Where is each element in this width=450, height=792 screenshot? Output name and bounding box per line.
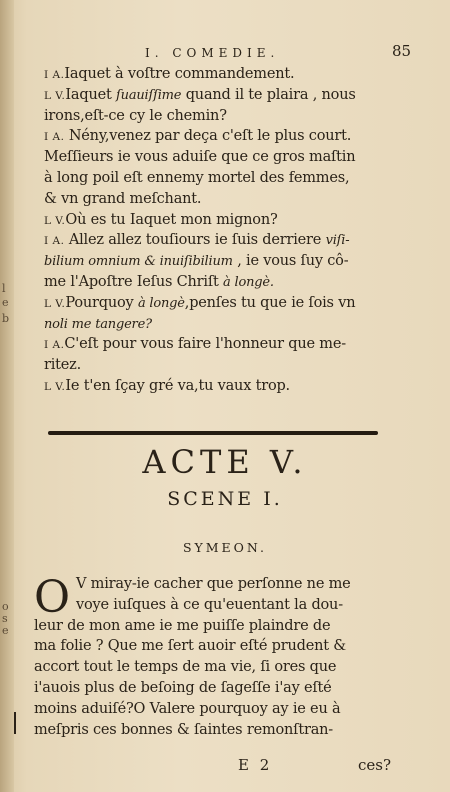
speech-line <box>34 720 414 741</box>
line-text: i'auois plus de beſoing de ſageſſe i'ay eſté <box>34 679 332 696</box>
line-text: me l'Apoſtre Ieſus Chriſt <box>44 273 224 290</box>
catchword: ces? <box>358 756 392 774</box>
gutter-letter: e <box>2 296 9 309</box>
speech-line <box>34 636 414 657</box>
speaker-label: I A. <box>44 339 65 352</box>
line-text: Pourquoy <box>65 294 138 311</box>
dialogue-block <box>44 64 424 397</box>
line-text: ſuauiſſime <box>116 87 182 103</box>
line-text: à longè <box>137 295 185 311</box>
page-header <box>0 42 450 66</box>
speech-line <box>34 616 414 637</box>
line-text: Où es tu Iaquet mon mignon? <box>65 211 278 228</box>
speaker-label: L V. <box>44 380 66 393</box>
text-line <box>44 168 424 189</box>
line-text: irons,eſt-ce cy le chemin? <box>44 107 227 124</box>
speech-line <box>34 678 414 699</box>
line-text: meſpris ces bonnes & ſaintes remonſtran- <box>34 721 333 738</box>
text-line <box>44 251 424 272</box>
speaker-name: SYMEON. <box>182 540 268 555</box>
speaker-label: L V. <box>44 297 66 310</box>
line-text: ritez. <box>44 357 82 374</box>
line-text: Ie t'en ſçay gré va,tu vaux trop. <box>65 377 290 394</box>
drop-initial: O <box>34 572 70 623</box>
section-rule <box>48 431 378 435</box>
text-line <box>44 376 424 397</box>
line-text: Iaquet <box>65 86 117 103</box>
act-title: ACTE V. <box>142 443 308 481</box>
line-text: Meſſieurs ie vous aduiſe que ce gros maſtin <box>44 149 356 166</box>
text-line <box>44 64 424 85</box>
text-line <box>44 189 424 210</box>
line-text: accort tout le temps de ma vie, ſi ores que <box>34 659 337 676</box>
text-line <box>44 106 424 127</box>
margin-mark <box>14 712 16 734</box>
speaker-label: L V. <box>44 89 66 102</box>
speaker-label: L V. <box>44 214 66 227</box>
speech-line <box>34 657 414 678</box>
speech-block <box>34 574 414 740</box>
text-line <box>44 314 424 335</box>
line-text: Iaquet à voſtre commandement. <box>64 66 295 82</box>
line-text: viſi- <box>325 233 350 249</box>
line-text: voye iuſques à ce qu'euentant la dou- <box>76 596 343 613</box>
line-text: moins aduiſé?O Valere pourquoy ay ie eu à <box>34 700 341 717</box>
binding-gutter <box>0 0 14 792</box>
gutter-letter: e <box>2 624 9 637</box>
gutter-letter: o <box>2 600 9 613</box>
line-text: V miray-ie cacher que perſonne ne me <box>76 576 351 592</box>
speech-line <box>34 595 414 616</box>
gutter-letter: b <box>2 312 10 325</box>
line-text: noli me tangere? <box>44 316 152 332</box>
speaker-label: I A. <box>44 69 65 81</box>
line-text: ,penſes tu que ie ſois vn <box>184 294 356 311</box>
signature-mark: E 2 <box>238 756 273 774</box>
text-line <box>44 147 424 168</box>
text-line <box>44 272 424 293</box>
speaker-label: I A. <box>44 235 65 248</box>
text-line <box>44 334 424 355</box>
text-line <box>44 355 424 376</box>
line-text: quand il te plaira , nous <box>181 86 356 103</box>
line-text: leur de mon ame ie me puiſſe plaindre de <box>34 617 331 634</box>
text-line <box>44 293 424 314</box>
page-number: 85 <box>392 42 412 60</box>
line-text: C'eſt pour vous faire l'honneur que me- <box>64 336 346 353</box>
running-head: I. COMEDIE. <box>145 46 280 60</box>
line-text: Nény,venez par deça c'eſt le plus court. <box>64 128 352 145</box>
line-text: ma folie ? Que me ſert auoir eſté prudent & <box>34 638 346 655</box>
speaker-label: I A. <box>44 131 65 144</box>
speech-line <box>34 699 414 720</box>
text-line <box>44 210 424 231</box>
line-text: bilium omnium & inuiſibilium <box>44 254 233 270</box>
line-text: Allez allez touſiours ie ſuis derriere <box>64 232 326 249</box>
gutter-letter: l <box>2 282 6 295</box>
line-text: à longè. <box>223 274 274 290</box>
text-line <box>44 85 424 106</box>
text-line <box>44 126 424 147</box>
text-line <box>44 230 424 251</box>
scene-title: SCENE I. <box>167 488 283 510</box>
line-text: & vn grand meſchant. <box>44 190 202 207</box>
line-text: à long poil eſt ennemy mortel des femmes, <box>44 169 350 186</box>
gutter-letter: s <box>2 612 8 625</box>
line-text: , ie vous ſuy cô- <box>232 253 349 270</box>
